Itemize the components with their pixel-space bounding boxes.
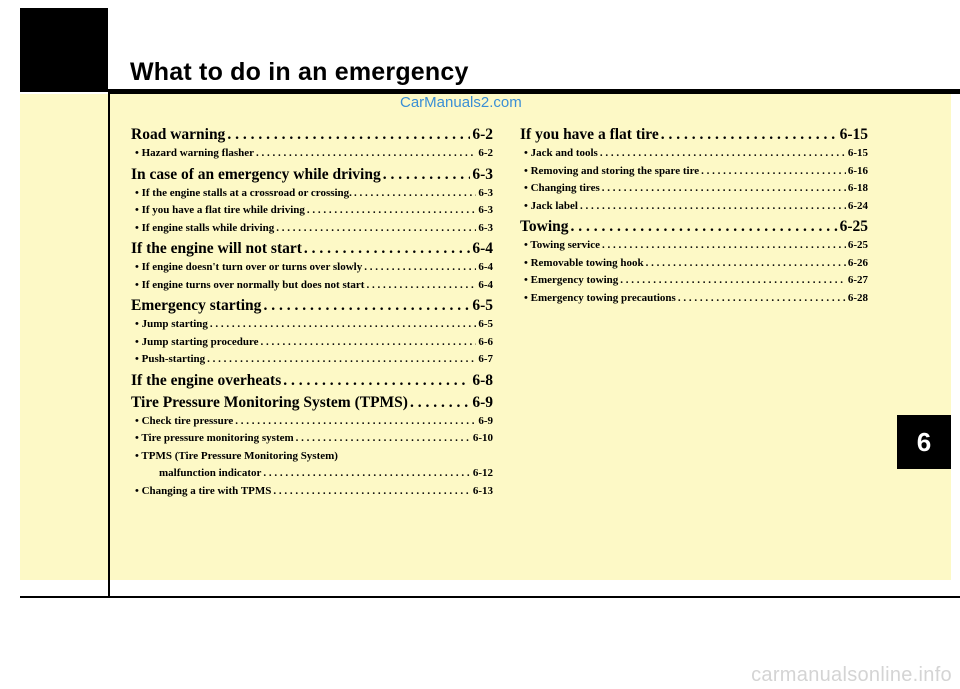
- toc-item[interactable]: • Check tire pressure . . . 6-9: [131, 413, 493, 431]
- toc-item[interactable]: • If engine stalls while driving . . . 6-3: [131, 220, 493, 238]
- toc-item[interactable]: • Emergency towing precautions . . . 6-28: [520, 290, 868, 308]
- toc-left-column: [131, 123, 493, 500]
- bottom-rule: [20, 596, 960, 598]
- toc-item[interactable]: • Hazard warning flasher . . . 6-2: [131, 145, 493, 163]
- watermark-bottom: carmanualsonline.info: [751, 664, 952, 686]
- toc-item[interactable]: • If engine doesn't turn over or turns over slowly . . . 6-4: [131, 259, 493, 277]
- corner-black-block: [20, 8, 108, 92]
- toc-item[interactable]: • Jack label . . . 6-24: [520, 198, 868, 216]
- toc-item[interactable]: • Push-starting . . . 6-7: [131, 351, 493, 369]
- toc-item-line1[interactable]: • TPMS (Tire Pressure Monitoring System): [135, 449, 338, 462]
- toc-item[interactable]: • If engine turns over normally but does not start . . . 6-4: [131, 277, 493, 295]
- toc-item[interactable]: • Changing tires . . . 6-18: [520, 180, 868, 198]
- toc-section[interactable]: Road warning . . . 6-2: [131, 125, 493, 145]
- toc-item[interactable]: • If the engine stalls at a crossroad or crossing. . . . 6-3: [131, 185, 493, 203]
- page-title: What to do in an emergency: [130, 58, 469, 86]
- toc-item[interactable]: • If you have a flat tire while driving . . . 6-3: [131, 202, 493, 220]
- toc-item[interactable]: • Removing and storing the spare tire . . . 6-16: [520, 163, 868, 181]
- toc-section[interactable]: Emergency starting . . . 6-5: [131, 296, 493, 316]
- chapter-tab[interactable]: 6: [897, 415, 951, 469]
- watermark-top: CarManuals2.com: [400, 94, 522, 111]
- toc-item[interactable]: malfunction indicator . . . 6-12: [131, 465, 493, 483]
- toc-item[interactable]: • Removable towing hook . . . 6-26: [520, 255, 868, 273]
- toc-item[interactable]: • Emergency towing . . . 6-27: [520, 272, 868, 290]
- toc-section[interactable]: If you have a flat tire . . . 6-15: [520, 125, 868, 145]
- toc-right-column: [520, 123, 868, 307]
- toc-section[interactable]: Tire Pressure Monitoring System (TPMS) . . . 6-9: [131, 393, 493, 413]
- toc-item[interactable]: • Tire pressure monitoring system . . . 6-10: [131, 430, 493, 448]
- toc-item[interactable]: • Jump starting procedure . . . 6-6: [131, 334, 493, 352]
- toc-section[interactable]: Towing . . . 6-25: [520, 217, 868, 237]
- toc-section[interactable]: If the engine overheats . . . 6-8: [131, 371, 493, 391]
- left-margin-rule: [108, 92, 110, 597]
- toc-section[interactable]: If the engine will not start . . . 6-4: [131, 239, 493, 259]
- toc-section[interactable]: In case of an emergency while driving . . . 6-3: [131, 165, 493, 185]
- toc-item[interactable]: • Towing service . . . 6-25: [520, 237, 868, 255]
- toc-item[interactable]: • Jack and tools . . . 6-15: [520, 145, 868, 163]
- toc-item[interactable]: • Jump starting . . . 6-5: [131, 316, 493, 334]
- toc-item[interactable]: • Changing a tire with TPMS . . . 6-13: [131, 483, 493, 501]
